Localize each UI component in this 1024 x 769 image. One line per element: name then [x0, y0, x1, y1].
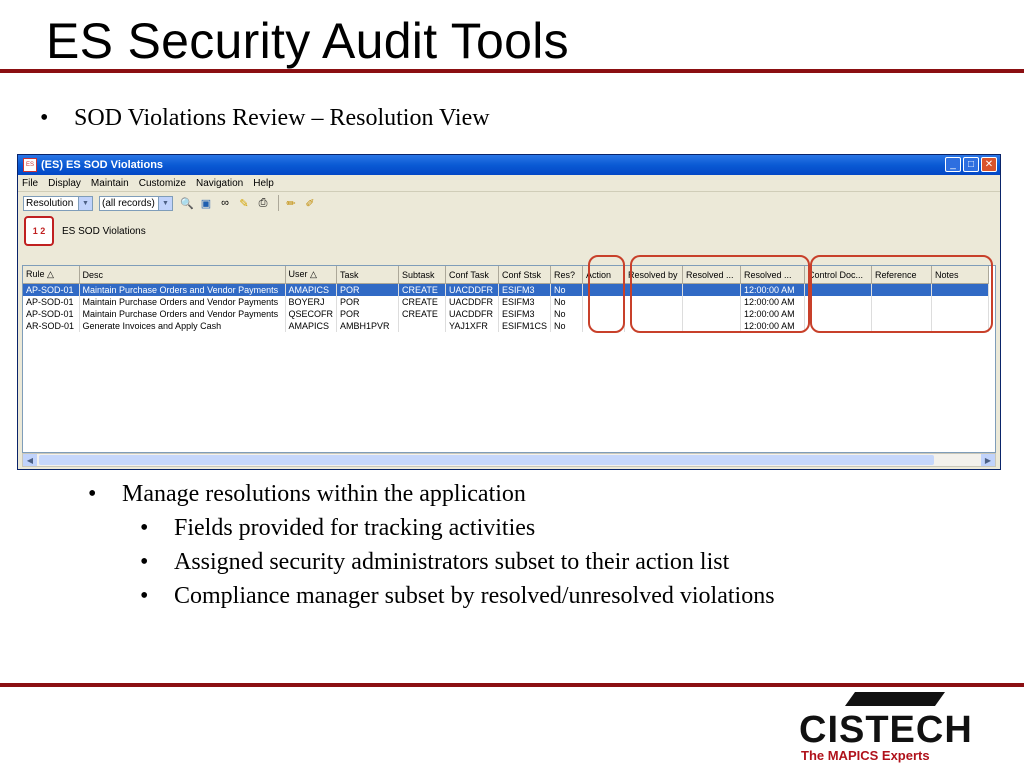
table-cell[interactable]: UACDDFR	[446, 284, 499, 297]
title-divider	[0, 69, 1024, 73]
table-cell[interactable]: Generate Invoices and Apply Cash	[79, 320, 285, 332]
table-cell[interactable]: ESIFM1CS	[499, 320, 551, 332]
menu-navigation[interactable]: Navigation	[195, 177, 244, 189]
column-header[interactable]: User △	[285, 266, 337, 284]
table-cell[interactable]: CREATE	[399, 308, 446, 320]
highlight-resolved-columns	[630, 255, 810, 333]
filter-select-value: (all records)	[102, 197, 155, 209]
glasses-icon[interactable]: ∞	[221, 197, 229, 209]
table-cell[interactable]: ESIFM3	[499, 284, 551, 297]
table-cell[interactable]: AMAPICS	[285, 320, 337, 332]
slide-title: ES Security Audit Tools	[46, 13, 569, 69]
table-cell[interactable]: AP-SOD-01	[23, 308, 79, 320]
sub-bullet	[140, 583, 775, 610]
table-cell[interactable]: CREATE	[399, 296, 446, 308]
table-cell[interactable]: ESIFM3	[499, 308, 551, 320]
column-header[interactable]: Subtask	[399, 266, 446, 284]
table-cell[interactable]: ESIFM3	[499, 296, 551, 308]
menubar	[18, 175, 1000, 192]
bullet-dot: •	[88, 481, 97, 507]
column-header[interactable]: Resolved ...	[683, 266, 741, 284]
column-header[interactable]: Resolved ...	[741, 266, 805, 284]
scroll-thumb[interactable]	[39, 455, 934, 465]
menu-maintain[interactable]: Maintain	[90, 177, 129, 189]
column-header[interactable]: Notes	[932, 266, 989, 284]
table-cell[interactable]: 12:00:00 AM	[741, 296, 805, 308]
footer-divider	[0, 683, 1024, 687]
column-header[interactable]: Resolved by	[625, 266, 683, 284]
edit-list-icon[interactable]: ✐	[305, 197, 315, 210]
toolbar	[18, 192, 1000, 214]
sub-bullet	[140, 549, 729, 576]
scroll-left-icon[interactable]: ◀	[23, 454, 37, 466]
print-icon[interactable]: ⎙	[258, 196, 268, 209]
table-cell[interactable]: CREATE	[399, 284, 446, 297]
view-header-label: ES SOD Violations	[62, 225, 146, 237]
app-icon: ES	[23, 158, 37, 172]
bullet-dot: •	[40, 105, 49, 131]
horizontal-scrollbar[interactable]	[22, 453, 996, 467]
logo-tagline: The MAPICS Experts	[801, 748, 930, 763]
table-cell[interactable]: AR-SOD-01	[23, 320, 79, 332]
menu-display[interactable]: Display	[48, 177, 81, 189]
column-header[interactable]: Conf Stsk	[499, 266, 551, 284]
note-icon[interactable]: ✎	[239, 197, 249, 210]
cistech-logo-mark	[795, 690, 1015, 764]
minimize-icon[interactable]: _	[945, 157, 961, 172]
table-cell[interactable]: POR	[337, 284, 399, 297]
filter-select[interactable]	[99, 196, 173, 211]
view-select-value: Resolution	[26, 197, 74, 209]
table-cell[interactable]: Maintain Purchase Orders and Vendor Payments	[79, 308, 285, 320]
column-header[interactable]: Conf Task	[446, 266, 499, 284]
table-cell[interactable]: 12:00:00 AM	[741, 284, 805, 297]
table-cell[interactable]: No	[551, 320, 583, 332]
sub-bullet	[88, 481, 526, 508]
scroll-right-icon[interactable]: ▶	[981, 454, 995, 466]
table-cell[interactable]: POR	[337, 308, 399, 320]
table-cell[interactable]: No	[551, 284, 583, 297]
sod-violations-icon: 1 2	[24, 216, 54, 246]
highlight-action-column	[588, 255, 625, 333]
column-header[interactable]: Control Doc...	[805, 266, 872, 284]
table-cell[interactable]: BOYERJ	[285, 296, 337, 308]
menu-help[interactable]: Help	[253, 177, 274, 189]
table-cell[interactable]: AP-SOD-01	[23, 284, 79, 297]
menu-customize[interactable]: Customize	[138, 177, 186, 189]
close-icon[interactable]: ✕	[981, 157, 997, 172]
table-cell[interactable]: AMAPICS	[285, 284, 337, 297]
table-cell[interactable]: UACDDFR	[446, 296, 499, 308]
table-cell[interactable]: UACDDFR	[446, 308, 499, 320]
table-cell[interactable]: AP-SOD-01	[23, 296, 79, 308]
table-cell[interactable]: QSECOFR	[285, 308, 337, 320]
window-controls	[945, 157, 997, 172]
sub-bullet-text: Assigned security administrators subset to their action list	[174, 549, 730, 575]
bullet-dot: •	[140, 549, 149, 575]
chevron-down-icon[interactable]: ▼	[78, 197, 92, 210]
toolbar-separator	[278, 195, 279, 211]
sub-bullet-text: Compliance manager subset by resolved/unresolved violations	[174, 583, 775, 609]
table-cell[interactable]: 12:00:00 AM	[741, 320, 805, 332]
logo-name: CISTECH	[799, 709, 973, 751]
table-cell[interactable]	[399, 320, 446, 332]
find-icon[interactable]: ▣	[200, 197, 212, 210]
main-bullet	[40, 105, 490, 132]
sub-bullet-text: Manage resolutions within the application	[122, 481, 526, 507]
pencil-icon[interactable]: ✏	[286, 197, 296, 210]
chevron-down-icon[interactable]: ▼	[158, 197, 172, 210]
window-title: (ES) ES SOD Violations	[41, 159, 164, 171]
column-header[interactable]: Desc	[79, 266, 285, 284]
window-titlebar[interactable]	[18, 155, 1000, 175]
cistech-logo	[795, 690, 1015, 764]
column-header[interactable]: Reference	[872, 266, 932, 284]
sub-bullet	[140, 515, 535, 542]
table-cell[interactable]: YAJ1XFR	[446, 320, 499, 332]
binoculars-icon[interactable]: 🔍	[180, 197, 194, 210]
table-cell[interactable]: 12:00:00 AM	[741, 308, 805, 320]
highlight-reference-columns	[810, 255, 993, 333]
table-cell[interactable]: No	[551, 296, 583, 308]
column-header[interactable]: Rule △	[23, 266, 79, 284]
bullet-dot: •	[140, 583, 149, 609]
bullet-dot: •	[140, 515, 149, 541]
view-select[interactable]	[23, 196, 93, 211]
menu-file[interactable]: File	[22, 177, 39, 189]
view-header	[18, 214, 1000, 248]
column-header[interactable]: Res?	[551, 266, 583, 284]
table-cell[interactable]: POR	[337, 296, 399, 308]
table-cell[interactable]: AMBH1PVR	[337, 320, 399, 332]
table-cell[interactable]: Maintain Purchase Orders and Vendor Payments	[79, 296, 285, 308]
table-cell[interactable]: Maintain Purchase Orders and Vendor Payments	[79, 284, 285, 297]
column-header[interactable]: Task	[337, 266, 399, 284]
sub-bullet-text: Fields provided for tracking activities	[174, 515, 536, 541]
maximize-icon[interactable]: □	[963, 157, 979, 172]
table-cell[interactable]: No	[551, 308, 583, 320]
column-header[interactable]: Action	[583, 266, 625, 284]
main-bullet-text: SOD Violations Review – Resolution View	[74, 105, 490, 131]
